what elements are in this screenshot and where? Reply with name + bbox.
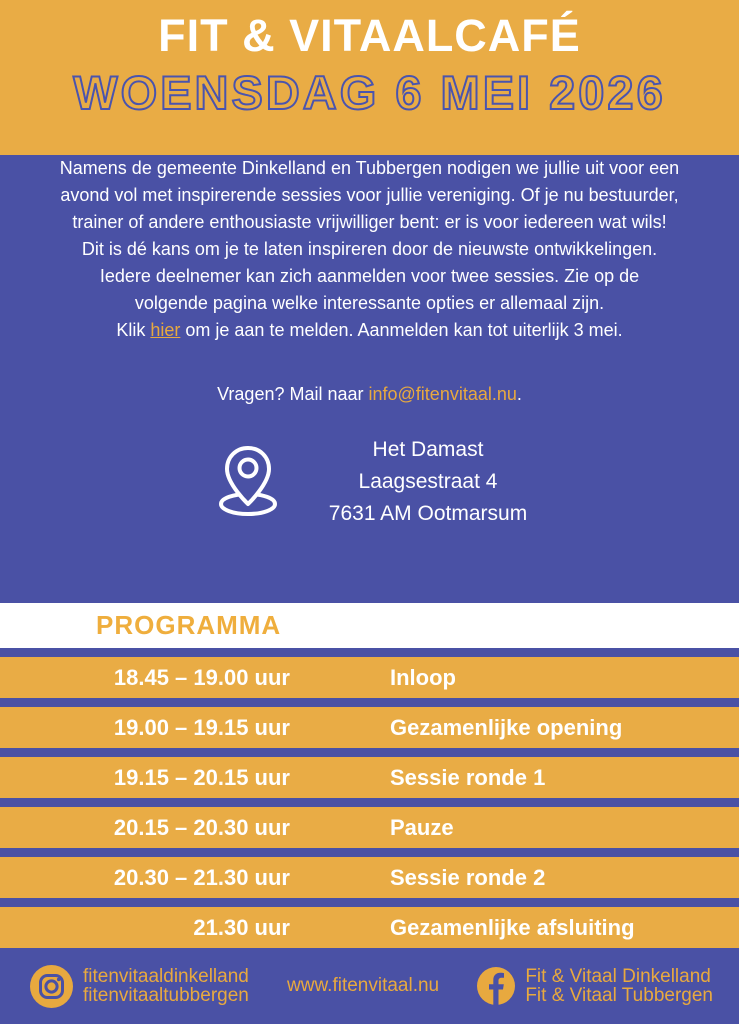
program-row xyxy=(0,907,739,948)
questions-line xyxy=(0,344,739,408)
header-section xyxy=(0,0,739,155)
program-activity: Inloop xyxy=(390,664,456,690)
location-pin-icon xyxy=(212,442,284,522)
facebook-block xyxy=(477,967,713,1006)
instagram-icon[interactable] xyxy=(30,965,73,1008)
facebook-page-1[interactable]: Fit & Vitaal Dinkelland xyxy=(525,965,711,987)
program-section xyxy=(0,657,739,948)
signup-suffix: om je aan te melden. Aanmelden kan tot uiterlijk 3 mei. xyxy=(180,320,623,340)
program-activity: Gezamenlijke afsluiting xyxy=(390,914,635,940)
program-row xyxy=(0,757,739,798)
signup-prefix: Klik xyxy=(116,320,151,340)
location-street: Laagsestraat 4 xyxy=(358,470,498,493)
program-time: 18.45 – 19.00 uur xyxy=(113,664,290,690)
program-activity: Pauze xyxy=(390,814,454,840)
program-time: 20.15 – 20.30 uur xyxy=(113,814,290,840)
signup-line xyxy=(0,317,739,344)
facebook-page-2[interactable]: Fit & Vitaal Tubbergen xyxy=(525,985,713,1006)
instagram-handle-2[interactable]: fitenvitaaltubbergen xyxy=(83,985,249,1006)
location-address xyxy=(329,434,527,530)
program-activity: Gezamenlijke opening xyxy=(390,714,623,740)
intro-paragraph-2-line-1: Iedere deelnemer kan zich aanmelden voor twee sessies. Zie op de xyxy=(99,266,640,286)
questions-suffix: . xyxy=(516,384,522,404)
program-activity: Sessie ronde 2 xyxy=(390,864,546,890)
event-date: WOENSDAG 6 MEI 2026 xyxy=(73,66,666,120)
event-title: FIT & VITAALCAFÉ xyxy=(158,10,581,61)
questions-prefix: Vragen? Mail naar xyxy=(217,384,369,404)
intro-paragraph-1 xyxy=(0,155,739,263)
program-heading: PROGRAMMA xyxy=(96,610,282,640)
instagram-handles xyxy=(83,967,249,1006)
intro-paragraph-2-line-2: volgende pagina welke interessante opties er allemaal zijn. xyxy=(134,293,605,313)
program-row xyxy=(0,657,739,698)
intro-paragraph-1-line-1: Namens de gemeente Dinkelland en Tubbergen nodigen we jullie uit voor een xyxy=(59,158,680,178)
intro-paragraph-1-line-4: Dit is dé kans om je te laten inspireren door de nieuwste ontwikkelingen. xyxy=(81,239,658,259)
program-time: 19.00 – 19.15 uur xyxy=(113,714,290,740)
facebook-icon[interactable] xyxy=(477,967,515,1005)
location-block xyxy=(0,434,739,530)
facebook-pages xyxy=(525,967,713,1006)
intro-paragraph-1-line-3: trainer of andere enthousiaste vrijwilliger bent: er is voor iedereen wat wils! xyxy=(72,212,667,232)
email-link[interactable]: info@fitenvitaal.nu xyxy=(368,384,517,404)
program-time: 19.15 – 20.15 uur xyxy=(113,764,290,790)
program-time: 20.30 – 21.30 uur xyxy=(113,864,290,890)
website-link[interactable]: www.fitenvitaal.nu xyxy=(287,975,440,996)
program-heading-band xyxy=(0,603,739,648)
program-row xyxy=(0,807,739,848)
instagram-block xyxy=(30,965,249,1008)
intro-paragraph-2 xyxy=(0,263,739,344)
program-row xyxy=(0,707,739,748)
program-activity: Sessie ronde 1 xyxy=(390,764,546,790)
footer-section xyxy=(0,948,739,1024)
intro-section xyxy=(0,155,739,603)
signup-link[interactable]: hier xyxy=(150,320,181,340)
location-city: 7631 AM Ootmarsum xyxy=(328,502,528,525)
intro-paragraph-1-line-2: avond vol met inspirerende sessies voor jullie vereniging. Of je nu bestuurder, xyxy=(60,185,679,205)
instagram-handle-1[interactable]: fitenvitaaldinkelland xyxy=(83,965,249,987)
program-time: 21.30 uur xyxy=(193,914,290,940)
program-row xyxy=(0,857,739,898)
location-name: Het Damast xyxy=(372,438,484,461)
